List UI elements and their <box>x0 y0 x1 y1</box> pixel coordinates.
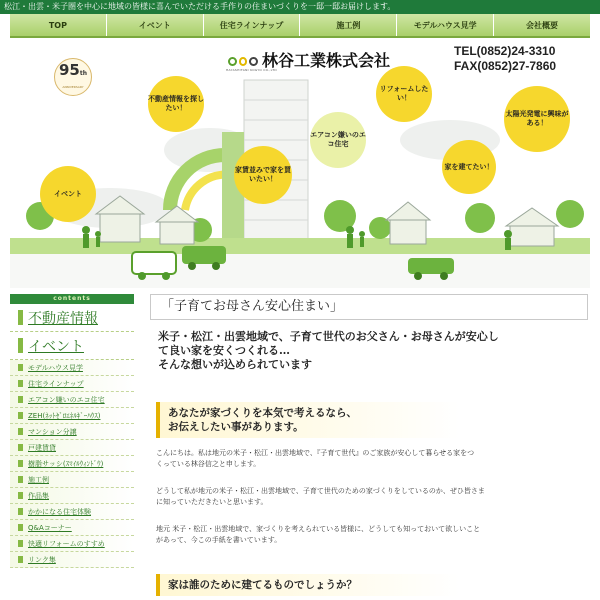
lead-line: そんな想いが込められています <box>158 358 312 371</box>
bullet-square-icon <box>18 556 23 563</box>
nav-top[interactable]: TOP <box>10 14 107 36</box>
sidebar-item-label: イベント <box>28 338 84 355</box>
bubble-solar: 太陽光発電に興味がある！ <box>504 86 570 152</box>
paragraph-line: こんにちは。私は地元の米子・松江・出雲地域で、『子育て世代』のご家族が安心して暮らせる家をつ <box>156 449 475 457</box>
sidebar-item-eco-house[interactable] <box>10 392 134 408</box>
sidebar-item-label: 住宅ラインナップ <box>28 379 84 388</box>
paragraph-line: に知っていただきたいと思います。 <box>156 498 268 506</box>
contact-info <box>454 44 556 74</box>
paragraph-intro <box>156 448 586 470</box>
bullet-square-icon <box>18 540 23 547</box>
bullet-square-icon <box>18 524 23 531</box>
sidebar-item-label: リンク集 <box>28 555 56 564</box>
bullet-bar-icon <box>18 338 23 353</box>
anniversary-number: 95 <box>58 61 80 79</box>
top-tagline-bar <box>0 0 600 14</box>
sidebar-item-rental[interactable] <box>10 440 134 456</box>
nav-lineup[interactable]: 住宅ラインナップ <box>204 14 301 36</box>
nav-works[interactable]: 施工例 <box>300 14 397 36</box>
nav-event[interactable]: イベント <box>107 14 204 36</box>
bubble-reform: リフォームしたい！ <box>376 66 432 122</box>
hero-illustration <box>10 40 590 288</box>
section-heading-line: あなたが家づくりを本気で考えるなら、 <box>168 407 357 419</box>
sidebar-item-label: モデルハウス見学 <box>28 363 83 372</box>
nav-company[interactable]: 会社概要 <box>526 20 559 30</box>
bullet-square-icon <box>18 476 23 483</box>
global-nav <box>10 14 590 38</box>
sidebar-item-portfolio[interactable] <box>10 488 134 504</box>
fax-number: FAX(0852)27-7860 <box>454 59 557 73</box>
sidebar-item-label: 樹脂サッシ(ｽﾏｲﾙｳｨﾝﾄﾞｳ) <box>28 459 104 468</box>
main-content <box>150 294 590 600</box>
anniversary-suffix: th <box>79 70 87 77</box>
sidebar-item-label: 不動産情報 <box>28 310 98 327</box>
tel-number: TEL(0852)24-3310 <box>454 44 556 58</box>
tagline-text: 松江・出雲・米子圏を中心に地域の皆様に喜んでいただける手作りの住まいづくりを一邸一邸お届けします。 <box>4 2 396 11</box>
bullet-square-icon <box>18 428 23 435</box>
paragraph-line: くっている林谷信之と申します。 <box>156 460 261 468</box>
paragraph-line: 地元 米子・松江・出雲地域で、家づくりを考えられている皆様に、どうしても知っておいて欲しいこと <box>156 525 481 533</box>
anniversary-badge <box>54 58 92 96</box>
sidebar-contents <box>10 294 134 600</box>
bullet-bar-icon <box>18 310 23 325</box>
sidebar-item-mansion[interactable] <box>10 424 134 440</box>
bullet-square-icon <box>18 412 23 419</box>
sidebar-item-label: ZEH(ﾈｯﾄｾﾞﾛｴﾈﾙｷﾞｰﾊｳｽ) <box>28 411 101 420</box>
sidebar-item-label: 施工例 <box>28 475 49 484</box>
sidebar-item-experience[interactable] <box>10 504 134 520</box>
lead-text <box>158 330 588 372</box>
sidebar-item-label: マンション分譲 <box>28 427 77 436</box>
bubble-eco-house: エアコン嫌いのエコ住宅 <box>310 112 366 168</box>
sidebar-item-reform[interactable] <box>10 536 134 552</box>
sidebar-item-label: 戸建賃貸 <box>28 443 56 452</box>
section-heading-line: お伝えしたい事があります。 <box>168 421 304 433</box>
section-heading <box>156 402 588 438</box>
sidebar-item-links[interactable] <box>10 552 134 568</box>
sidebar-item-zeh[interactable] <box>10 408 134 424</box>
sidebar-item-model-house[interactable] <box>10 360 134 376</box>
nav-model-house[interactable]: モデルハウス見学 <box>397 14 494 36</box>
sidebar-item-works[interactable] <box>10 472 134 488</box>
bubble-real-estate: 不動産情報を探したい！ <box>148 76 204 132</box>
bullet-square-icon <box>18 492 23 499</box>
sidebar-item-sash[interactable] <box>10 456 134 472</box>
bullet-square-icon <box>18 396 23 403</box>
paragraph-letter <box>156 524 586 546</box>
bubble-rent-price: 家賃並みで家を買いたい！ <box>234 146 292 204</box>
bullet-square-icon <box>18 380 23 387</box>
bullet-square-icon <box>18 444 23 451</box>
paragraph-line: どうして私が地元の米子・松江・出雲地域で、子育て世代のための家づくりをしているのか、ぜひ皆さま <box>156 487 485 495</box>
paragraph-reason <box>156 486 586 508</box>
sidebar-item-label: Q&Aコーナー <box>28 523 72 532</box>
sidebar-item-label: 快適リフォームのすすめ <box>28 539 105 548</box>
bullet-square-icon <box>18 364 23 371</box>
section-heading-2: 家は誰のために建てるものでしょうか？ <box>156 574 588 596</box>
sidebar-item-real-estate[interactable] <box>10 304 134 332</box>
sidebar-item-label: 作品集 <box>28 491 49 500</box>
company-name: 林谷工業株式会社 <box>262 51 391 70</box>
sidebar-item-lineup[interactable] <box>10 376 134 392</box>
sidebar-item-qa[interactable] <box>10 520 134 536</box>
page-title: 「子育てお母さん安心住まい」 <box>150 294 588 320</box>
sidebar-item-label: エアコン嫌いのエコ住宅 <box>28 395 105 404</box>
sidebar-item-event[interactable] <box>10 332 134 360</box>
bubble-event: イベント <box>40 166 96 222</box>
paragraph-line: があって、今この手紙を書いています。 <box>156 536 282 544</box>
anniversary-label: ANNIVERSARY <box>62 85 84 89</box>
hero-banner <box>10 40 590 288</box>
logo-subtext: HAYASHITANI KOGYO CO.,LTD <box>226 68 277 72</box>
sidebar-item-label: かかになる住宅体験 <box>28 507 91 516</box>
sidebar-heading: contents <box>10 294 134 304</box>
bubble-build: 家を建てたい！ <box>442 140 496 194</box>
lead-line: て良い家を安くつくれる… <box>158 344 290 357</box>
lead-line: 米子・松江・出雲地域で、子育て世代のお父さん・お母さんが安心し <box>158 330 499 343</box>
bullet-square-icon <box>18 460 23 467</box>
bullet-square-icon <box>18 508 23 515</box>
